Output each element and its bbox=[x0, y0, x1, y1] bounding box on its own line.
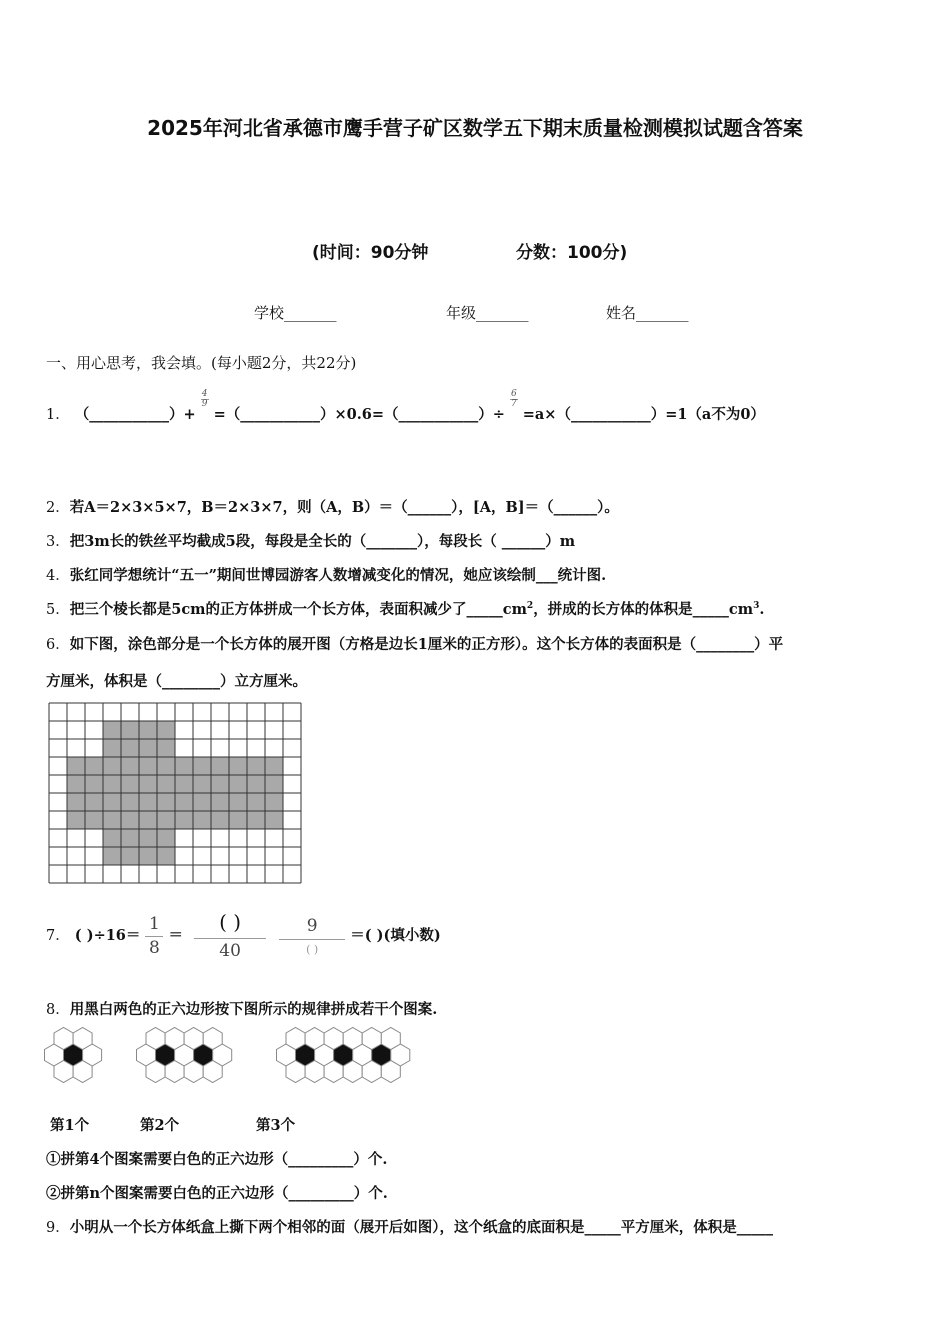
shaded-cell bbox=[139, 721, 157, 739]
shaded-cell bbox=[121, 847, 139, 865]
shaded-cell bbox=[247, 811, 265, 829]
time-label: (时间：90分钟 bbox=[312, 243, 429, 263]
shaded-cell bbox=[211, 811, 229, 829]
shaded-cell bbox=[229, 775, 247, 793]
shaded-cell bbox=[157, 811, 175, 829]
shaded-cell bbox=[193, 793, 211, 811]
shaded-cell bbox=[139, 829, 157, 847]
white-hexagon bbox=[381, 1028, 400, 1050]
shaded-cell bbox=[229, 811, 247, 829]
white-hexagon bbox=[305, 1028, 324, 1050]
fraction-numerator: 6 bbox=[510, 388, 517, 399]
shaded-cell bbox=[157, 829, 175, 847]
white-hexagon bbox=[324, 1061, 343, 1083]
white-hexagon bbox=[343, 1061, 362, 1083]
shaded-cell bbox=[157, 775, 175, 793]
shaded-cell bbox=[157, 739, 175, 757]
shaded-cell bbox=[211, 775, 229, 793]
fraction-numerator: 4 bbox=[201, 388, 208, 399]
shaded-cell bbox=[121, 811, 139, 829]
shaded-cell bbox=[121, 829, 139, 847]
question-text: 若A＝2×3×5×7，B＝2×3×7，则（A，B）＝（______），[A，B]＝（______）。 bbox=[69, 499, 619, 516]
fraction-denominator: 40 bbox=[219, 941, 241, 961]
shaded-cell bbox=[121, 757, 139, 775]
question-6 bbox=[46, 633, 783, 654]
grid-lines bbox=[49, 703, 301, 883]
fraction-numerator: 9 bbox=[279, 918, 345, 940]
shaded-cell bbox=[139, 739, 157, 757]
q1-part-c: =a×（___________）=1（a不为0） bbox=[522, 406, 765, 423]
fraction-denominator: 8 bbox=[149, 937, 160, 958]
name-field: 姓名_______ bbox=[606, 304, 689, 322]
question-text: 如下图，涂色部分是一个长方体的展开图（方格是边长1厘米的正方形）。这个长方体的表面积是（________）平 bbox=[69, 636, 784, 653]
net-grid-figure bbox=[48, 702, 302, 886]
superscript: 2 bbox=[526, 601, 534, 612]
superscript: 3 bbox=[753, 601, 760, 612]
question-number: 5． bbox=[46, 602, 70, 618]
q1-part-b: =（___________）×0.6=（___________）÷ bbox=[213, 406, 505, 423]
white-hexagon bbox=[165, 1061, 184, 1083]
white-hexagon bbox=[203, 1061, 222, 1083]
white-hexagon bbox=[73, 1028, 92, 1050]
shaded-cell bbox=[193, 757, 211, 775]
question-number: 7． bbox=[46, 928, 70, 944]
white-hexagon bbox=[343, 1028, 362, 1050]
q7-fraction-2 bbox=[194, 912, 266, 960]
question-2 bbox=[46, 496, 619, 517]
shaded-cell bbox=[103, 829, 121, 847]
white-hexagon bbox=[184, 1061, 203, 1083]
shaded-cell bbox=[121, 775, 139, 793]
shaded-cell bbox=[121, 739, 139, 757]
hexagon-patterns bbox=[40, 1022, 430, 1090]
shaded-cell bbox=[67, 793, 85, 811]
white-hexagon bbox=[381, 1061, 400, 1083]
question-text: 用黑白两色的正六边形按下图所示的规律拼成若干个图案. bbox=[69, 1001, 438, 1018]
pattern-label-3: 第3个 bbox=[256, 1117, 296, 1134]
white-hexagon bbox=[362, 1061, 381, 1083]
shaded-cell bbox=[265, 757, 283, 775]
white-hexagon bbox=[362, 1028, 381, 1050]
shaded-cell bbox=[67, 775, 85, 793]
question-number: 3． bbox=[46, 534, 70, 550]
question-text: ，拼成的长方体的体积是_____cm bbox=[533, 601, 754, 618]
shaded-cell bbox=[247, 757, 265, 775]
fraction-denominator: ( ) bbox=[306, 942, 319, 956]
question-number: 6． bbox=[46, 637, 70, 653]
white-hexagon bbox=[203, 1028, 222, 1050]
shaded-cell bbox=[229, 757, 247, 775]
q1-fraction-2 bbox=[510, 390, 518, 409]
shaded-cell bbox=[67, 757, 85, 775]
question-text: 张红同学想统计“五一”期间世博园游客人数增减变化的情况，她应该绘制___统计图. bbox=[69, 567, 607, 584]
question-number: 2． bbox=[46, 500, 70, 516]
q7-part-b: ＝( )(填小数) bbox=[350, 927, 441, 944]
question-number: 4． bbox=[46, 568, 70, 584]
score-label: 分数：100分) bbox=[516, 243, 628, 263]
shaded-cell bbox=[247, 793, 265, 811]
question-9 bbox=[46, 1216, 773, 1237]
white-hexagon bbox=[165, 1028, 184, 1050]
school-field: 学校_______ bbox=[254, 304, 337, 322]
fraction-numerator: 1 bbox=[145, 916, 163, 937]
shaded-cell bbox=[103, 757, 121, 775]
white-hexagon bbox=[73, 1061, 92, 1083]
page-title: 2025年河北省承德市鹰手营子矿区数学五下期末质量检测模拟试题含答案 bbox=[147, 116, 803, 140]
white-hexagon bbox=[146, 1028, 165, 1050]
shaded-cell bbox=[229, 793, 247, 811]
question-8 bbox=[46, 998, 437, 1019]
shaded-cell bbox=[157, 721, 175, 739]
question-6-line-2: 方厘米，体积是（________）立方厘米。 bbox=[46, 673, 307, 690]
shaded-cell bbox=[247, 775, 265, 793]
question-number: 8． bbox=[46, 1002, 70, 1018]
question-text: 把3m长的铁丝平均截成5段，每段是全长的（_______），每段长（ ______）m bbox=[69, 533, 576, 550]
fraction-denominator: 9 bbox=[201, 398, 208, 409]
shaded-cell bbox=[121, 793, 139, 811]
shaded-cell bbox=[175, 757, 193, 775]
question-text: 把三个棱长都是5cm的正方体拼成一个长方体，表面积减少了_____cm bbox=[69, 601, 527, 618]
shaded-cell bbox=[211, 757, 229, 775]
white-hexagon bbox=[286, 1028, 305, 1050]
fraction-numerator: ( ) bbox=[194, 912, 266, 939]
question-5 bbox=[46, 598, 764, 619]
shaded-cell bbox=[193, 775, 211, 793]
q8-subquestion-2: ②拼第n个图案需要白色的正六边形（_________）个. bbox=[46, 1185, 388, 1202]
shaded-cell bbox=[193, 811, 211, 829]
white-hexagon bbox=[184, 1028, 203, 1050]
q7-fraction-3 bbox=[279, 915, 345, 956]
question-text: . bbox=[759, 601, 765, 618]
shaded-cell bbox=[103, 739, 121, 757]
q1-part-a: （___________）+ bbox=[74, 406, 196, 423]
white-hexagon bbox=[305, 1061, 324, 1083]
shaded-cell bbox=[85, 811, 103, 829]
q7-part-a: ( )÷16＝ bbox=[74, 927, 141, 944]
shaded-cell bbox=[103, 847, 121, 865]
shaded-cell bbox=[85, 775, 103, 793]
question-7 bbox=[46, 910, 441, 962]
question-3 bbox=[46, 530, 575, 551]
shaded-cell bbox=[103, 775, 121, 793]
question-1 bbox=[46, 388, 765, 438]
pattern-label-2: 第2个 bbox=[140, 1117, 180, 1134]
shaded-cell bbox=[175, 811, 193, 829]
q7-fraction-1 bbox=[145, 913, 163, 958]
q8-subquestion-1: ①拼第4个图案需要白色的正六边形（_________）个. bbox=[46, 1151, 388, 1168]
shaded-cell bbox=[211, 793, 229, 811]
shaded-cell bbox=[103, 811, 121, 829]
shaded-cell bbox=[139, 847, 157, 865]
shaded-cell bbox=[121, 721, 139, 739]
shaded-cell bbox=[139, 811, 157, 829]
question-4 bbox=[46, 564, 606, 585]
shaded-cell bbox=[103, 793, 121, 811]
question-number: 9． bbox=[46, 1220, 70, 1236]
question-text: 小明从一个长方体纸盒上撕下两个相邻的面（展开后如图），这个纸盒的底面积是_____平方厘米，体积是_____ bbox=[69, 1219, 773, 1236]
shaded-cell bbox=[67, 811, 85, 829]
shaded-cell bbox=[139, 775, 157, 793]
white-hexagon bbox=[324, 1028, 343, 1050]
shaded-cell bbox=[139, 757, 157, 775]
shaded-cell bbox=[139, 793, 157, 811]
shaded-cell bbox=[175, 775, 193, 793]
white-hexagon bbox=[286, 1061, 305, 1083]
shaded-cell bbox=[265, 811, 283, 829]
shaded-cell bbox=[175, 793, 193, 811]
fraction-denominator: 7 bbox=[510, 398, 517, 409]
white-hexagon bbox=[54, 1028, 73, 1050]
q1-fraction-1 bbox=[201, 390, 209, 409]
shaded-cell bbox=[103, 721, 121, 739]
q7-equals: ＝ bbox=[168, 927, 184, 944]
grade-field: 年级_______ bbox=[446, 304, 529, 322]
question-number: 1． bbox=[46, 407, 70, 423]
shaded-cell bbox=[265, 775, 283, 793]
shaded-cell bbox=[265, 793, 283, 811]
shaded-cell bbox=[157, 757, 175, 775]
shaded-cell bbox=[85, 757, 103, 775]
pattern-label-1: 第1个 bbox=[50, 1117, 90, 1134]
section-heading: 一、用心思考，我会填。(每小题2分，共22分) bbox=[46, 354, 357, 372]
shaded-cell bbox=[85, 793, 103, 811]
shaded-cell bbox=[157, 793, 175, 811]
shaded-cell bbox=[157, 847, 175, 865]
white-hexagon bbox=[146, 1061, 165, 1083]
white-hexagon bbox=[54, 1061, 73, 1083]
